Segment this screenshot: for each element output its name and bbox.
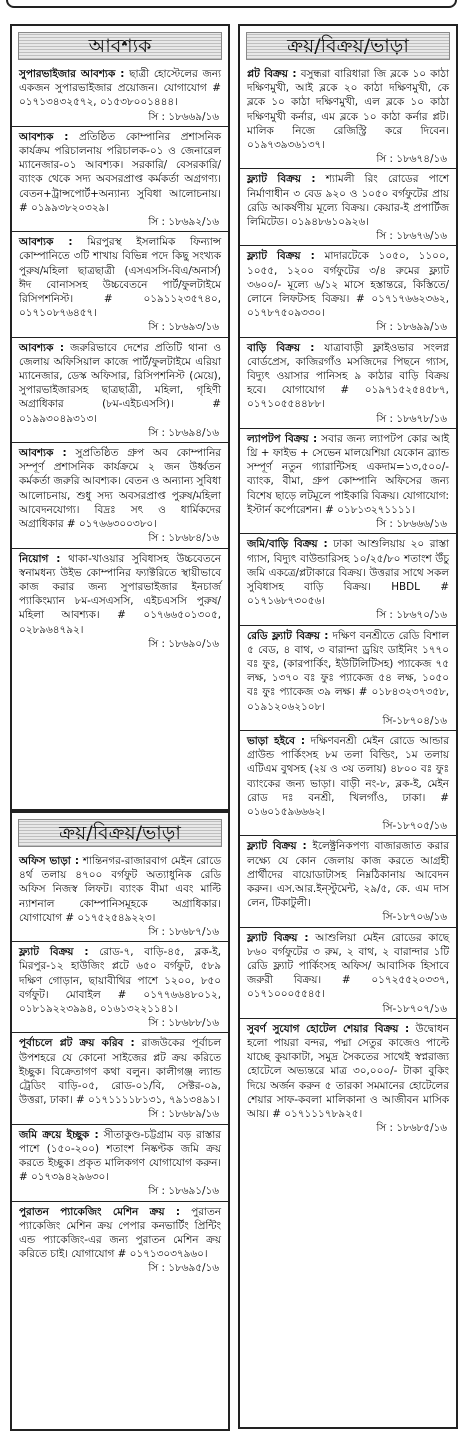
classified-ad [240, 246, 456, 337]
ad-title: ভাড়া হইবে : [247, 734, 306, 747]
ad-body: পুরাতন প্যাকেজিং মেশিন ক্রয় পেপার কনভার্টিং প্রিন্টিং এন্ড প্যাকেজিং-এর জন্য পুরাতন মেশিন ক্রয় করিতে চাই। যোগাযোগ # ০১৭১৩০৩৭৯৬০। [19, 1205, 221, 1261]
classified-ad [240, 338, 456, 429]
classified-ad [240, 169, 456, 246]
ad-body: বসুন্ধরা বারিধারা জি ব্লকে ১০ কাঠা দক্ষিণমুখী, আই ব্লকে ২০ কাঠা দক্ষিণমুখী, কে ব্লকে ১০ কাঠা দক্ষিণমুখী, এল ব্লকে ১০ কাঠা দক্ষিণমুখী কর্নার, এম ব্লকে ১০ কাঠা কর্নার প্লট। মালিক নিজে রেজিস্ট্রি করে দিবেন। ০১৯৭৩৯৩৬১৩৭। [247, 68, 449, 152]
ad-reference-code: সি : ১৮৬৯১/১৬ [148, 1185, 219, 1198]
ad-title: বাড়ি বিক্রয় : [247, 341, 315, 354]
ad-body: ছাত্রী হোস্টেলের জন্য একজন সুপারভাইজার প্রয়োজন। যোগাযোগ # ০১৭১৩৪৩২৫৭২, ০১৫৩৮০০১৪৪৪। [19, 68, 222, 109]
classified-ad [12, 338, 228, 443]
ad-title: সুপারভাইজার আবশ্যক : [19, 68, 125, 80]
top-frame-border [6, 0, 457, 8]
ad-title: নিয়োগ : [19, 552, 61, 565]
section-header: ক্রয়/বিক্রয়/ভাড়া [18, 819, 222, 847]
ad-title: ফ্ল্যাট বিক্রয় : [247, 173, 316, 186]
ad-title: আবশ্যক : [19, 447, 67, 460]
classified-ad [12, 851, 228, 942]
ad-title: পুরাতন প্যাকেজিং মেশিন ক্রয় : [19, 1205, 181, 1218]
ad-title: অফিস ভাড়া : [19, 855, 80, 867]
ad-body: উদ্বোধন হলো পায়রা বন্দর, পদ্মা সেতুর কাজেও পাল্টে যাচ্ছে কুয়াকাটা, সমুদ্র সৈকতের সাথেই স্বপ্নরাজ্য হোটেলে অভ্যন্তরে মাত্র ৩০,০০০/- টাকা বুকিং দিয়ে অর্জন করুন ৫ তারকা সমমানের হোটেলের শেয়ার সাফ-কবলা মালিকানা ও আজীবন মাসিক আয়। # ০১৭১১১৭৮৯২৫। [247, 1022, 449, 1121]
ad-body: আশুলিয়া মেইন রোডের কাছে ৮৬০ বর্গফুটের ৩ রুম, ২ বাথ, ২ বারান্দার ১টি রেডি ফ্ল্যাট পার্কিংসহ অফিস/ আবাসিক হিসাবে জরুরী বিক্রয়। # ০১৭২৫৫২০৩৩৭, ০১৭১০০০৫৫৪৫। [247, 931, 449, 1001]
ad-body: জরুরিভাবে দেশের প্রতিটি থানা ও জেলায় অফিসিয়াল কাজে পার্ট/ফুলটাইমে এরিয়া ম্যানেজার, ডেস্ক অফিসার, রিসিপশনিস্ট (মেয়ে), সুপারভাইজারসহ ছাত্রছাত্রী, মহিলা, গৃহিণী অগ্রাধিকার (৮ম-এইচএসসি)। # ০১৯৯৩০৪৯৩১৩। [19, 341, 221, 425]
ad-body: সুপ্রতিষ্ঠিত গ্রুপ অব কোম্পানির সম্পূর্ণ প্রশাসনিক কার্যক্রমে ২ জন উর্ধ্বতন কর্মকর্তা জরুরি আবশ্যক। বেতন ও অন্যান্য সুবিধা আলোচনায়, শুধু সদ্য অবসরপ্রাপ্ত পুরুষ/মহিলা আবেদনযোগ্য। বিদ্রঃ সৎ ও ধার্মিকদের অগ্রাধিকার # ০১৭৬৬৩০০৩৮০। [19, 447, 222, 531]
ad-reference-code: সি-১৮৭০৬/১৬ [382, 911, 447, 924]
ad-title: পূর্বাচলে প্লট ক্রয় করিব : [19, 1037, 135, 1050]
classified-ad [240, 731, 456, 836]
classified-ad [12, 127, 228, 232]
ad-reference-code: সি : ১৮৬৮৪/১৬ [148, 532, 219, 545]
ad-body: ঢাকা আশুলিয়ায় ২০ রাস্তা গ্যাস, বিদ্যুৎ বাউন্ডারিসহ ১০/২৫/৮০ শতাংশ উঁচু জমি একত্রে/প্লটাকারে বিক্রয়। উত্তরার সাথে সকল সুবিধাসহ বাড়ি বিক্রয়। HBDL # ০১৭১৬৮৭৩০৫৬। [247, 538, 449, 608]
ad-body: রোড-৭, বাড়ি-৪৫, ব্লক-ই, মিরপুর-১২ হাউজিং প্লটে ৬৫০ বর্গফুট, ৫৮৯ দক্ষিণ গোড়ান, ছায়াবীথির পাশে ১২০০, ৮৫০ বর্গফুট। মোবাইল # ০১৭৭৬৬৪৮০১২, ০১৮১৯২২৩৯৯৪, ০১৬১৩২২১১৪১। [19, 946, 221, 1016]
classified-ad [240, 928, 456, 1019]
ad-reference-code: সি : ১৮৬৭০/১৬ [376, 609, 447, 622]
ad-body: প্রতিষ্ঠিত কোম্পানির প্রশাসনিক কার্যক্রম পরিচালনায় পরিচালক-০১ ও জেনারেল ম্যানেজার-০১ আবশ্যক। সরকারি/ বেসরকারি/ ব্যাংক থেকে সদ্য অবসরপ্রাপ্ত কর্মকর্তা অগ্রগণ্য। বেতন+ট্রান্সপোর্ট+অন্যান্য সুবিধা আলোচনায়। # ০১৯৯৩৮২০৩২৯। [19, 130, 221, 214]
classified-column-buy-sell-rent-left [10, 811, 230, 1431]
ad-title: ল্যাপটপ বিক্রয় : [247, 432, 318, 445]
classified-ad [240, 1019, 456, 1138]
ad-body: শান্তিনগর-রাজারবাগ মেইন রোডে ৪র্থ তলায় ৪৭০০ বর্গফুট অত্যাধুনিক রেডি অফিস নিজস্ব লিফট। ব্যাংক বীমা এবং মাল্টি ন্যাশনাল কোম্পানিসমূহকে অগ্রাধিকার। যোগাযোগ # ০১৭৫২৫৪৯২২৩। [19, 855, 221, 924]
ad-reference-code: সি : ১৮৬৮৭/১৬ [148, 926, 219, 939]
ad-reference-code: সি-১৮৭০৪/১৬ [382, 714, 447, 727]
ad-reference-code: সি : ১৮৬৯০/১৬ [148, 637, 219, 650]
ad-body: মাদারটেকে ১০৫০, ১১০০, ১০৫৫, ১২০০ বর্গফুটের ৩/৪ রুমের ফ্ল্যাট ৩৬০০/- মূল্যে ৬/১২ মাসে হস্তান্তরে, কিস্তিতে/লোনে লিফটসহ বিক্রয়। # ০১৭১৭৬৬২৩৬২, ০১৭৮৭৫০৯৩৩০। [247, 250, 449, 320]
classified-column-wanted [10, 24, 230, 811]
ad-body: শ্যামলী রিং রোডের পাশে নির্মাণাধীন ৩ বেড ৯২০ ও ১০৫০ বর্গফুটের প্রায় রেডি আকর্ষণীয় মূল্যে বিক্রয়। কেয়ার-ই প্রপার্টিজ লিমিটেড। ০১৯৪৮৬১০৯২৬। [247, 173, 449, 229]
ad-title: সুবর্ণ সুযোগ হোটেল শেয়ার বিক্রয় : [247, 1022, 410, 1035]
section-header: ক্রয়/বিক্রয়/ভাড়া [246, 32, 450, 60]
ad-reference-code: সি : ১৮৬৯৪/১৬ [148, 426, 219, 439]
ad-reference-code: সি : ১৮৬৯৯/১৬ [376, 321, 447, 334]
ad-title: জমি/বাড়ি বিক্রয় : [247, 538, 328, 551]
classified-ad [12, 1125, 228, 1202]
ad-reference-code: সি : ১৮৬৮৮/১৬ [148, 1017, 219, 1030]
classified-ad [12, 1033, 228, 1124]
ad-reference-code: সি : ১৮৬৯৩/১৬ [148, 321, 219, 334]
ad-body: থাকা-খাওয়ার সুবিধাসহ উচ্চবেতনে স্বনামধন্য উইভ কোম্পানির ফ্যাক্টরিতে স্থায়ীভাবে কাজ করার জন্য সুপারভাইজার ইনচার্জ প্যাকিংম্যান ৮ম-এসএসসি, এইচএসসি পুরুষ/মহিলা আবশ্যক। # ০১৭৬৬৫০১৩০৫, ০২৮৯৬৪৭৯২। [19, 552, 221, 636]
ad-reference-code: সি-১৮৭০৫/১৬ [382, 820, 447, 833]
ad-title: রেডি ফ্ল্যাট বিক্রয় : [247, 629, 329, 642]
classified-ad [240, 626, 456, 731]
ad-title: প্লট বিক্রয় : [247, 68, 297, 80]
ad-body: দক্ষিণ বনশ্রীতে রেডি বিশাল ৫ বেড, ৪ বাথ, ৩ বারান্দা ড্রয়িং ডাইনিং ১৭৭০ বঃ ফুঃ, (কারপার্কিং, ইউটিলিটিসহ) প্যাকেজ ৭৫ লক্ষ, ১৩৭০ বঃ ফুঃ প্যাকেজ ৫৪ লক্ষ, ১০৫০ বঃ ফুঃ প্যাকেজ ৩৯ লক্ষ। # ০১৮৪৩২৩৭৩৫৮, ০১৯১২০৬২১০৮। [247, 629, 449, 713]
ad-reference-code: সি : ১৮৬৭৪/১৬ [376, 153, 447, 166]
ad-title: ফ্ল্যাট বিক্রয় : [19, 946, 89, 959]
ad-body: মিরপুরস্থ ইসলামিক ফিন্যান্স কোম্পানিতে ৩টি শাখায় বিভিন্ন পদে কিছু সংখ্যক পুরুষ/মহিলা ছাত্রছাত্রী (এসএসসি-বিএ/অনার্স) ঈদ বোনাসসহ উচ্চবেতনে পার্ট/ফুলটাইমে রিসিপশনিস্ট। # ০১৯১১২৩৫৭৪০, ০১৭১০৮৭৬৪৫৭। [19, 236, 221, 320]
ad-reference-code: সি : ১৮৬৯৫/১৬ [148, 1262, 219, 1275]
ad-title: ফ্ল্যাট বিক্রয় : [247, 250, 315, 263]
classified-ad [240, 64, 456, 169]
classified-ad [12, 443, 228, 548]
ad-title: আবশ্যক : [19, 341, 64, 354]
ad-reference-code: সি : ১৮৬৬৯/১৬ [148, 110, 219, 123]
ad-body: যাত্রাবাড়ী ফ্লাইওভার সংলগ্ন বোর্ডপ্রেস, কাজিরগাঁও মসজিদের পিছনে গ্যাস, বিদ্যুৎ ওয়াসার পানিসহ ৯ কাঠার বাড়ি বিক্রয় হবে। যোগাযোগ # ০১৯৭১৫২৫৪৫৮৭, ০১৭১০৫৫৪৪৮৮। [247, 341, 449, 411]
ad-title: ফ্ল্যাট বিক্রয় : [247, 931, 309, 944]
ad-title: ফ্ল্যাট বিক্রয় : [247, 840, 307, 853]
classified-ad [240, 836, 456, 927]
ad-body: ইলেক্ট্রনিকপণ্য বাজারজাত করার লক্ষ্যে যে কোন জেলায় কাজ করতে আগ্রহী প্রার্থীদের বায়োডাটাসহ নিম্নঠিকানায় আবেদন করুন। এস.আর.ইন্স্টুমেন্ট, ২৯/৫, কে. এম দাস লেন, টিকাটুলী। [247, 840, 449, 910]
ad-title: জমি ক্রয়ে ইচ্ছুক : [19, 1128, 99, 1141]
ad-body: রাজউকের পূর্বাচল উপশহরে যে কোনো সাইজের প্লট ক্রয় করিতে ইচ্ছুক। বিক্রেতাগণ কথা বলুন। কালীগঞ্জ ল্যান্ড ট্রেডিং বাড়ি-০৫, রোড-০১/বি, সেক্টর-০৯, উত্তরা, ঢাকা। # ০১৭১১১১৮১৩১, ৭৯১৩৪৯১। [19, 1037, 221, 1107]
classified-ad [240, 534, 456, 625]
classified-ad [12, 942, 228, 1033]
ad-reference-code: সি : ১৮৬৮৫/১৬ [376, 1122, 447, 1135]
ad-body: দক্ষিণবনশ্রী মেইন রোডে আন্ডার গ্রাউন্ড পার্কিংসহ ৮ম তলা বিল্ডিং, ১ম তলায় এটিএম বুথসহ (২য় ও ৩য় তলায়) ৪৮০০ বঃ ফুঃ ব্যাংকের জন্য ভাড়া। বাড়ী নং-৮, ব্লক-ই, মেইন রোড দঃ বনশ্রী, খিলগাঁও, ঢাকা। # ০১৬০১৫৯৬৬৬২। [247, 734, 449, 818]
ad-reference-code: সি : ১৮৬৭৬/১৬ [376, 230, 447, 243]
ad-reference-code: সি : ১৮৬৮৯/১৬ [148, 1108, 219, 1121]
classified-ad [12, 232, 228, 337]
ad-body: সীতাকুণ্ড-চট্টগ্রাম বড় রাস্তার পাশে (১৫০-২০০) শতাংশ নিষ্কণ্টক জমি ক্রয় করতে ইচ্ছুক। প্রকৃত মালিকগণ যোগাযোগ করুন। # ০১৭৩৯৪২৯৬৩০। [19, 1128, 221, 1184]
classified-ad [12, 64, 228, 127]
ad-body: সবার জন্য ল্যাপটপ কোর আই থ্রি + ফাইভ + সেভেন মালয়েশিয়া যেকোন ব্র্যান্ড সম্পূর্ণ নতুন গ্যারান্টিসহ একদাম=১৩,৫০০/- ব্যাংক, বীমা, গ্রুপ কোম্পানি অফিসের জন্য বিশেষ ছাড়ে লটমূলে পাইকারি বিক্রয়। যোগাযোগ: ইস্টার্ন কর্পোরেশন। # ০১৮১৩২৭১১১১। [247, 432, 449, 516]
ad-reference-code: সি : ১৮৬৯২/১৬ [148, 216, 219, 229]
classified-column-buy-sell-rent-right [238, 24, 458, 1429]
ad-title: আবশ্যক : [19, 236, 73, 249]
ad-title: আবশ্যক : [19, 130, 69, 143]
ad-reference-code: সি : ১৮৬৬৬/১৬ [376, 518, 447, 531]
classified-ad [240, 429, 456, 534]
classified-ad [12, 1202, 228, 1278]
ad-reference-code: সি-১৮৭০৭/১৬ [382, 1002, 447, 1015]
section-header: আবশ্যক [18, 32, 222, 60]
classified-ad [12, 549, 228, 653]
ad-reference-code: সি : ১৮৬৭৮/১৬ [376, 412, 447, 425]
